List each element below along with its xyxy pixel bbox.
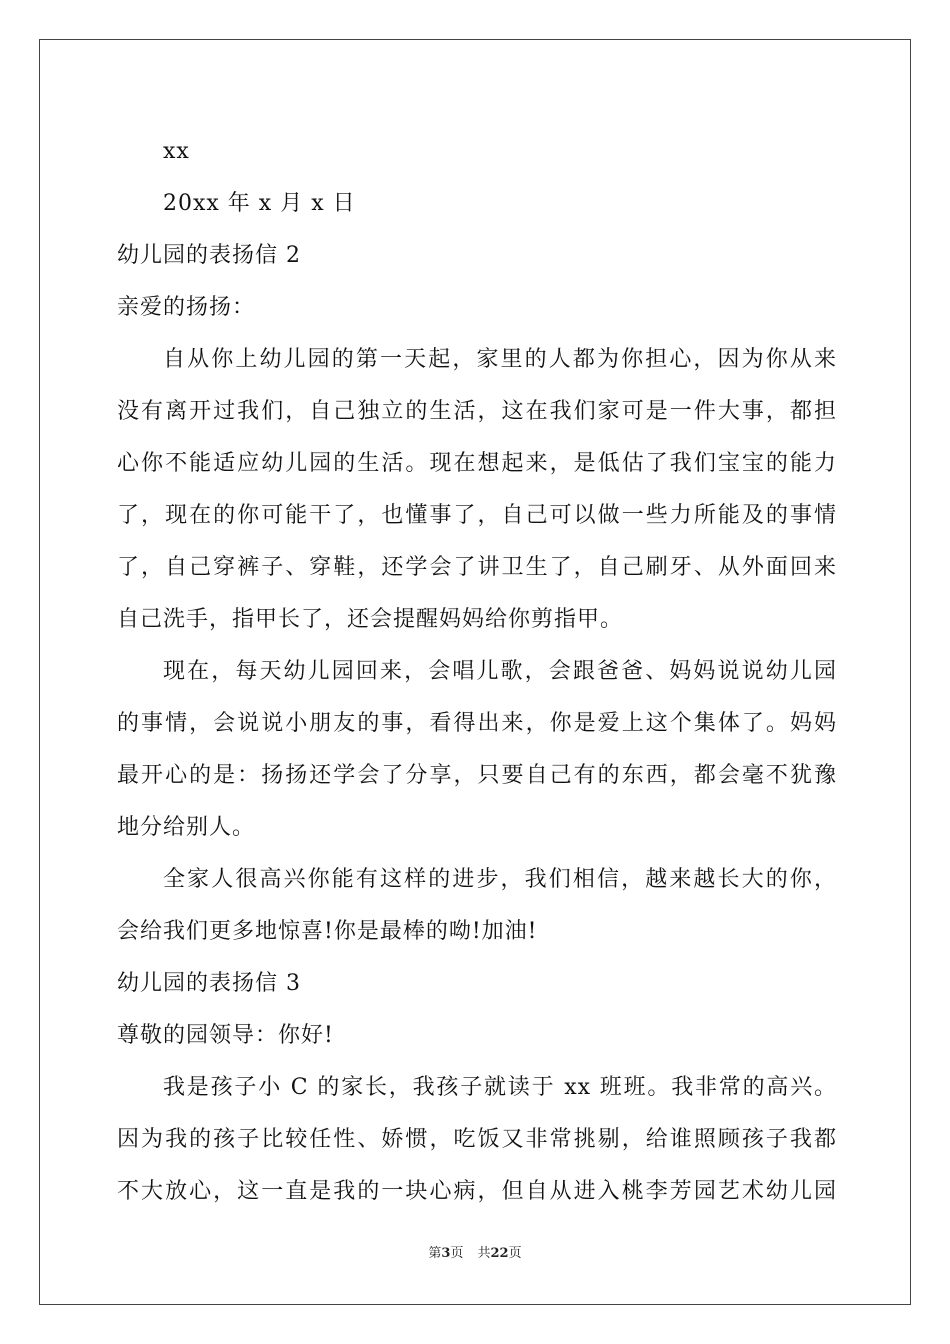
page-total: 22 — [490, 1246, 509, 1261]
page-current: 3 — [441, 1246, 451, 1261]
section-title-letter-3: 幼儿园的表扬信 3 — [117, 971, 301, 996]
page-suffix: 页 — [450, 1246, 464, 1261]
paragraph-line: 地分给别人。 — [117, 815, 256, 840]
total-suffix: 页 — [508, 1246, 522, 1261]
paragraph-line: 了，自己穿裤子、穿鞋，还学会了讲卫生了，自己刷牙、从外面回来 — [117, 555, 837, 580]
total-prefix: 共 — [477, 1246, 491, 1261]
document-body — [117, 130, 837, 1222]
paragraph-line: 没有离开过我们，自己独立的生活，这在我们家可是一件大事，都担 — [117, 399, 837, 424]
paragraph-line: 最开心的是：扬扬还学会了分享，只要自己有的东西，都会毫不犹豫 — [117, 763, 837, 788]
paragraph-line: 全家人很高兴你能有这样的进步，我们相信，越来越长大的你， — [163, 867, 837, 892]
paragraph-line: 自己洗手，指甲长了，还会提醒妈妈给你剪指甲。 — [117, 607, 624, 632]
salutation-letter-2: 亲爱的扬扬： — [117, 295, 256, 320]
paragraph-line: 心你不能适应幼儿园的生活。现在想起来，是低估了我们宝宝的能力 — [117, 451, 837, 476]
page-footer — [0, 1244, 950, 1264]
paragraph-line: 因为我的孩子比较任性、娇惯，吃饭又非常挑剔，给谁照顾孩子我都 — [117, 1127, 837, 1152]
paragraph-line: 现在，每天幼儿园回来，会唱儿歌，会跟爸爸、妈妈说说幼儿园 — [163, 659, 837, 684]
paragraph-line: 不大放心，这一直是我的一块心病，但自从进入桃李芳园艺术幼儿园 — [117, 1179, 837, 1204]
paragraph-line: 会给我们更多地惊喜!你是最棒的呦!加油! — [117, 919, 538, 944]
letter-date: 20xx 年 x 月 x 日 — [163, 191, 356, 216]
paragraph-line: 了，现在的你可能干了，也懂事了，自己可以做一些力所能及的事情 — [117, 503, 837, 528]
paragraph-line: 我是孩子小 C 的家长，我孩子就读于 xx 班班。我非常的高兴。 — [163, 1075, 837, 1100]
signature: xx — [163, 139, 190, 164]
paragraph-line: 的事情，会说说小朋友的事，看得出来，你是爱上这个集体了。妈妈 — [117, 711, 837, 736]
page-prefix: 第 — [428, 1246, 442, 1261]
section-title-letter-2: 幼儿园的表扬信 2 — [117, 243, 301, 268]
paragraph-line: 自从你上幼儿园的第一天起，家里的人都为你担心，因为你从来 — [163, 347, 837, 372]
salutation-letter-3: 尊敬的园领导：你好! — [117, 1023, 334, 1048]
